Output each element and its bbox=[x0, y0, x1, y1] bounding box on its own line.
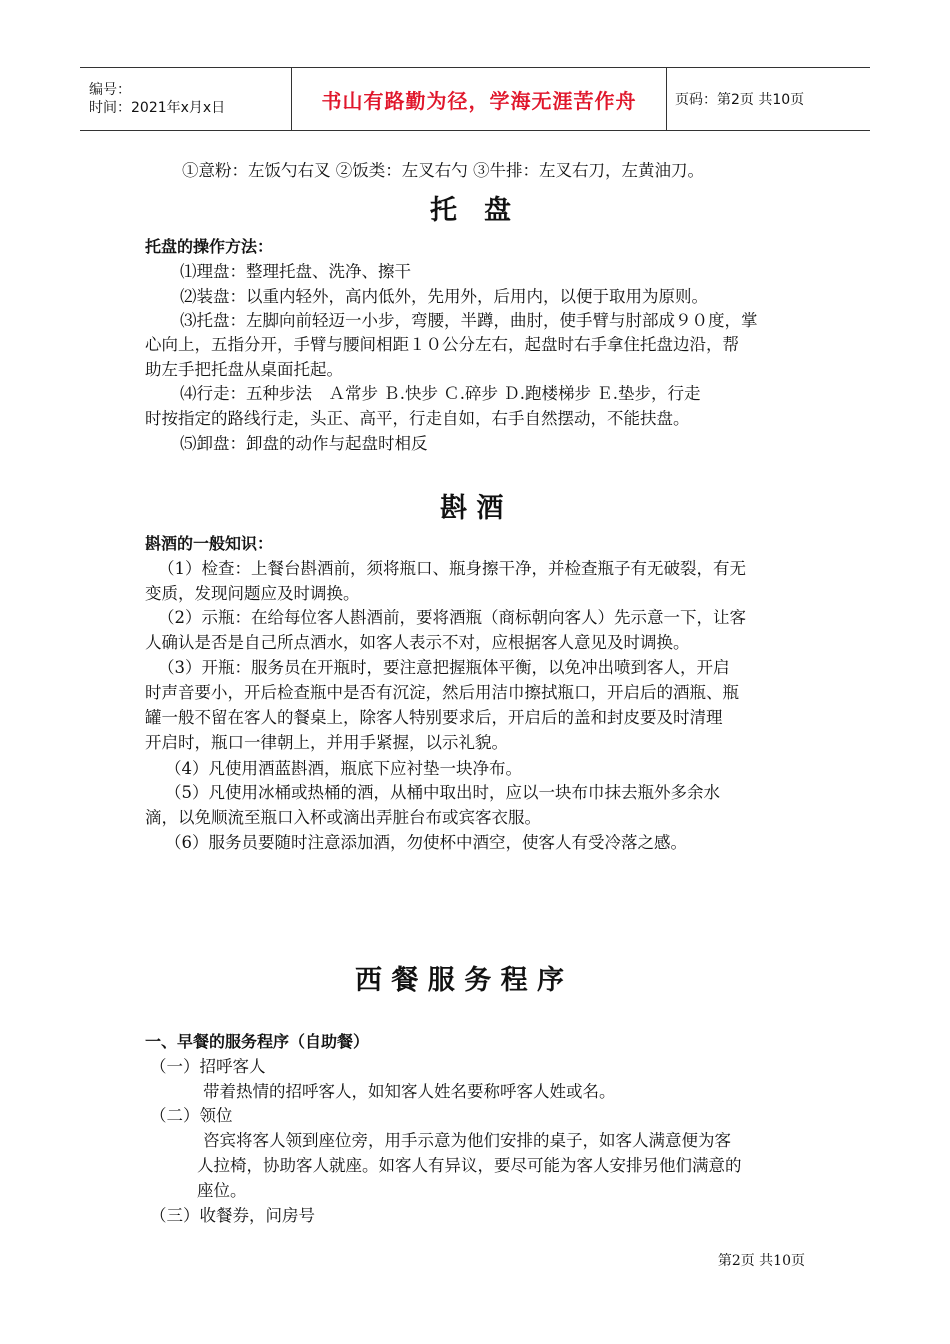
wine-line: （1）检查：上餐台斟酒前，须将瓶口、瓶身擦干净，并检查瓶子有无破裂，有无 bbox=[158, 559, 746, 578]
intro-line: ①意粉：左饭勺右叉 ②饭类：左叉右勺 ③牛排：左叉右刀，左黄油刀。 bbox=[182, 161, 704, 180]
western-title: 西 餐 服 务 程 序 bbox=[355, 965, 564, 996]
header-motto: 书山有路勤为径，学海无涯苦作舟 bbox=[321, 88, 637, 113]
tray-line: 时按指定的路线行走，头正、高平，行走自如，右手自然摆动，不能扶盘。 bbox=[145, 409, 690, 428]
wine-line: （5）凡使用冰桶或热桶的酒，从桶中取出时，应以一块布巾抹去瓶外多余水 bbox=[165, 783, 720, 802]
wine-line: （3）开瓶：服务员在开瓶时，要注意把握瓶体平衡，以免冲出喷到客人，开启 bbox=[158, 658, 730, 677]
wine-line: 开启时，瓶口一律朝上，并用手紧握，以示礼貌。 bbox=[145, 733, 508, 752]
western-line: （一）招呼客人 bbox=[150, 1057, 266, 1076]
western-line: 带着热情的招呼客人，如知客人姓名要称呼客人姓或名。 bbox=[203, 1082, 616, 1101]
header-table bbox=[80, 67, 870, 131]
document-time-label: 时间：2021年x月x日 bbox=[89, 100, 226, 116]
tray-line: 助左手把托盘从桌面托起。 bbox=[145, 360, 343, 379]
page-footer: 第2页 共10页 bbox=[717, 1253, 805, 1269]
wine-line: 滴，以免顺流至瓶口入杯或滴出弄脏台布或宾客衣服。 bbox=[145, 808, 541, 827]
wine-line: （4）凡使用酒蓝斟酒，瓶底下应衬垫一块净布。 bbox=[165, 759, 522, 778]
document-number-label: 编号： bbox=[89, 82, 131, 98]
header-left-cell bbox=[80, 68, 292, 130]
western-line: 咨宾将客人领到座位旁，用手示意为他们安排的桌子，如客人满意便为客 bbox=[203, 1131, 731, 1150]
header-page-info: 页码：第2页 共10页 bbox=[675, 92, 805, 108]
wine-title: 斟 酒 bbox=[440, 493, 504, 524]
tray-line: 心向上，五指分开，手臂与腰间相距１０公分左右，起盘时右手拿住托盘边沿，帮 bbox=[145, 335, 739, 354]
tray-line: ⑸卸盘：卸盘的动作与起盘时相反 bbox=[180, 434, 428, 453]
wine-subtitle: 斟酒的一般知识： bbox=[145, 534, 274, 553]
tray-line: ⑷行走：五种步法 Ａ常步 Ｂ.快步 Ｃ.碎步 Ｄ.跑楼梯步 Ｅ.垫步，行走 bbox=[180, 384, 701, 403]
western-line: （二）领位 bbox=[150, 1106, 233, 1125]
tray-line: ⑴理盘：整理托盘、洗净、擦干 bbox=[180, 262, 411, 281]
header-page-cell bbox=[667, 68, 870, 130]
wine-line: 罐一般不留在客人的餐桌上，除客人特别要求后，开启后的盖和封皮要及时清理 bbox=[145, 708, 723, 727]
western-line: （三）收餐券，问房号 bbox=[150, 1206, 315, 1225]
wine-line: （6）服务员要随时注意添加酒，勿使杯中酒空，使客人有受冷落之感。 bbox=[165, 833, 687, 852]
wine-line: 人确认是否是自己所点酒水，如客人表示不对，应根据客人意见及时调换。 bbox=[145, 633, 690, 652]
wine-line: 时声音要小，开后检查瓶中是否有沉淀，然后用洁巾擦拭瓶口，开启后的酒瓶、瓶 bbox=[145, 683, 739, 702]
tray-subtitle: 托盘的操作方法： bbox=[145, 237, 274, 256]
tray-title: 托 盘 bbox=[430, 195, 511, 226]
tray-line: ⑶托盘：左脚向前轻迈一小步，弯腰，半蹲，曲肘，使手臂与肘部成９０度，掌 bbox=[180, 311, 758, 330]
wine-line: （2）示瓶：在给每位客人斟酒前，要将酒瓶（商标朝向客人）先示意一下，让客 bbox=[158, 608, 746, 627]
western-subtitle: 一、早餐的服务程序（自助餐） bbox=[145, 1032, 370, 1051]
header-motto-cell bbox=[292, 68, 667, 130]
tray-line: ⑵装盘：以重内轻外，高内低外，先用外，后用内，以便于取用为原则。 bbox=[180, 287, 708, 306]
western-line: 座位。 bbox=[197, 1181, 247, 1200]
western-line: 人拉椅，协助客人就座。如客人有异议，要尽可能为客人安排另他们满意的 bbox=[197, 1156, 742, 1175]
wine-line: 变质，发现问题应及时调换。 bbox=[145, 584, 360, 603]
